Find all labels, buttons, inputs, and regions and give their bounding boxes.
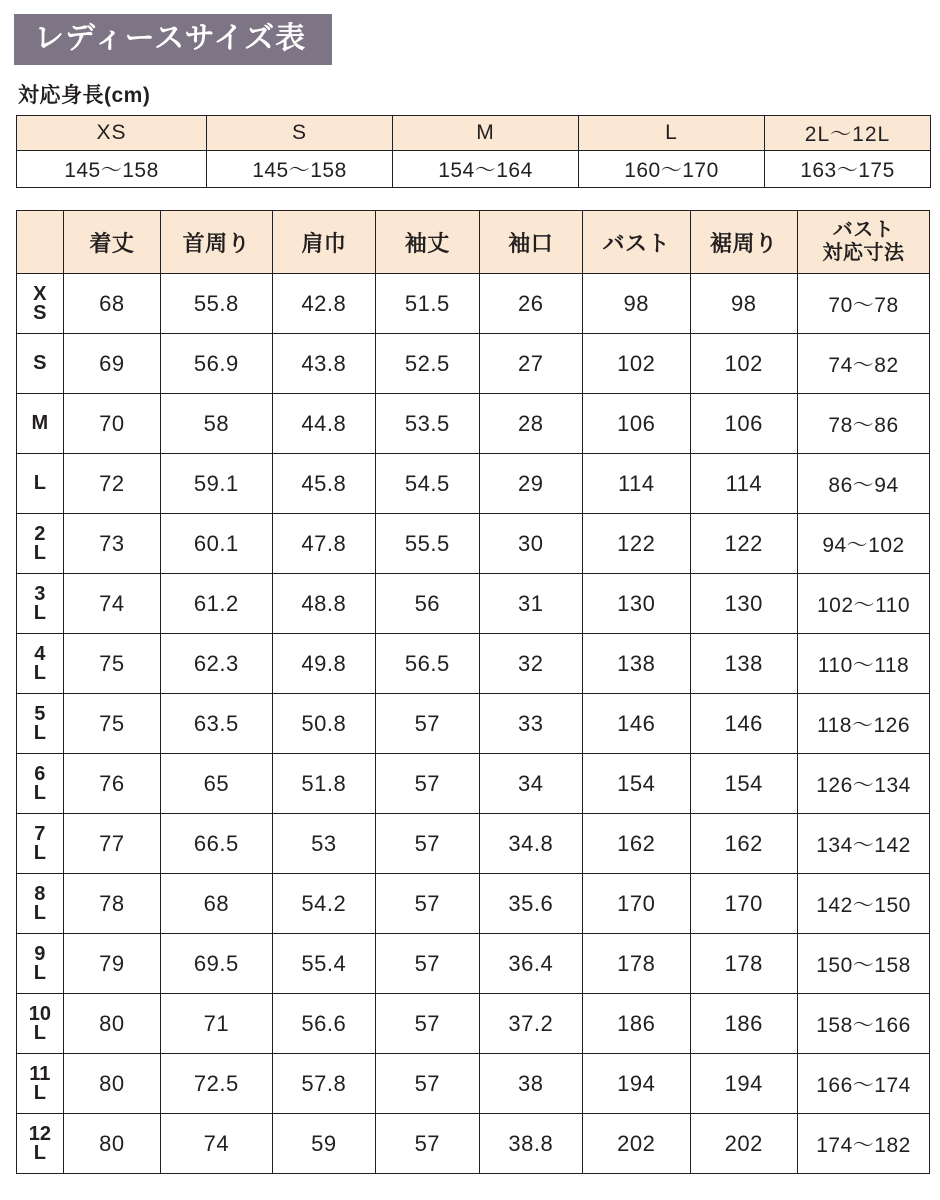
row-header-line1: 11 xyxy=(29,1062,51,1085)
col-header-katahaba: 肩巾 xyxy=(272,211,375,274)
row-header-line1: M xyxy=(31,412,49,434)
col-header-sodetake: 袖丈 xyxy=(376,211,479,274)
row-header-size xyxy=(17,754,64,814)
row-header-line1: X xyxy=(33,282,47,305)
cell-value: 122 xyxy=(583,514,691,574)
row-header-line1: 6 xyxy=(34,762,46,785)
height-size-l: L xyxy=(579,116,765,151)
row-header-size xyxy=(17,814,64,874)
cell-value: 76 xyxy=(63,754,160,814)
row-header-line2: L xyxy=(33,601,46,624)
row-header-line2: L xyxy=(33,781,46,804)
row-header-size xyxy=(17,394,64,454)
cell-value: 130 xyxy=(690,574,798,634)
cell-value: 59.1 xyxy=(161,454,273,514)
cell-value: 54.5 xyxy=(376,454,479,514)
cell-value: 45.8 xyxy=(272,454,375,514)
cell-value: 98 xyxy=(583,274,691,334)
table-row xyxy=(17,274,930,334)
row-header-size xyxy=(17,274,64,334)
cell-value: 47.8 xyxy=(272,514,375,574)
cell-value: 154 xyxy=(583,754,691,814)
row-header-size xyxy=(17,934,64,994)
cell-value: 162 xyxy=(583,814,691,874)
cell-value: 53.5 xyxy=(376,394,479,454)
cell-value: 38 xyxy=(479,1054,582,1114)
cell-value: 28 xyxy=(479,394,582,454)
cell-value: 55.4 xyxy=(272,934,375,994)
row-header-line2: L xyxy=(33,661,46,684)
cell-value: 57 xyxy=(376,1054,479,1114)
cell-value: 154 xyxy=(690,754,798,814)
table-row xyxy=(17,814,930,874)
cell-value: 194 xyxy=(690,1054,798,1114)
cell-value: 98 xyxy=(690,274,798,334)
cell-value: 57 xyxy=(376,874,479,934)
table-row xyxy=(17,754,930,814)
table-row xyxy=(17,394,930,454)
cell-value: 126〜134 xyxy=(798,754,930,814)
cell-value: 80 xyxy=(63,1054,160,1114)
cell-value: 71 xyxy=(161,994,273,1054)
cell-value: 72 xyxy=(63,454,160,514)
table-row xyxy=(17,634,930,694)
cell-value: 68 xyxy=(161,874,273,934)
cell-value: 30 xyxy=(479,514,582,574)
table-row xyxy=(17,574,930,634)
cell-value: 110〜118 xyxy=(798,634,930,694)
row-header-line1: 10 xyxy=(28,1002,51,1025)
cell-value: 70 xyxy=(63,394,160,454)
cell-value: 42.8 xyxy=(272,274,375,334)
height-table-header-row xyxy=(17,116,931,151)
height-size-s: S xyxy=(207,116,393,151)
cell-value: 102〜110 xyxy=(798,574,930,634)
height-size-xs: XS xyxy=(17,116,207,151)
row-header-line1: 2 xyxy=(34,522,46,545)
cell-value: 60.1 xyxy=(161,514,273,574)
cell-value: 55.8 xyxy=(161,274,273,334)
height-section-label: 対応身長(cm) xyxy=(18,84,151,107)
row-header-line2: L xyxy=(33,1141,46,1164)
cell-value: 106 xyxy=(690,394,798,454)
cell-value: 58 xyxy=(161,394,273,454)
row-header-size xyxy=(17,454,64,514)
cell-value: 62.3 xyxy=(161,634,273,694)
cell-value: 114 xyxy=(583,454,691,514)
cell-value: 33 xyxy=(479,694,582,754)
col-header-bust: バスト xyxy=(583,211,691,274)
col-header-kitake: 着丈 xyxy=(63,211,160,274)
cell-value: 35.6 xyxy=(479,874,582,934)
cell-value: 186 xyxy=(583,994,691,1054)
cell-value: 118〜126 xyxy=(798,694,930,754)
row-header-size xyxy=(17,874,64,934)
cell-value: 55.5 xyxy=(376,514,479,574)
col-header-susomawari: 裾周り xyxy=(690,211,798,274)
cell-value: 36.4 xyxy=(479,934,582,994)
table-row xyxy=(17,694,930,754)
row-header-line1: S xyxy=(33,352,47,374)
row-header-line1: 8 xyxy=(34,882,46,905)
cell-value: 57 xyxy=(376,994,479,1054)
cell-value: 74〜82 xyxy=(798,334,930,394)
cell-value: 56.5 xyxy=(376,634,479,694)
cell-value: 102 xyxy=(690,334,798,394)
row-header-line2: L xyxy=(33,541,46,564)
cell-value: 56.6 xyxy=(272,994,375,1054)
cell-value: 178 xyxy=(583,934,691,994)
cell-value: 57 xyxy=(376,1114,479,1174)
cell-value: 48.8 xyxy=(272,574,375,634)
table-row xyxy=(17,874,930,934)
cell-value: 146 xyxy=(690,694,798,754)
cell-value: 44.8 xyxy=(272,394,375,454)
height-range-xs: 145〜158 xyxy=(17,151,207,188)
col-header-bust-taiou-sunpou xyxy=(798,211,930,274)
col-header-sodeguchi: 袖口 xyxy=(479,211,582,274)
cell-value: 138 xyxy=(583,634,691,694)
cell-value: 56.9 xyxy=(161,334,273,394)
row-header-size xyxy=(17,994,64,1054)
cell-value: 26 xyxy=(479,274,582,334)
cell-value: 57 xyxy=(376,814,479,874)
cell-value: 77 xyxy=(63,814,160,874)
cell-value: 27 xyxy=(479,334,582,394)
page-title: レディースサイズ表 xyxy=(14,14,332,65)
cell-value: 69 xyxy=(63,334,160,394)
cell-value: 162 xyxy=(690,814,798,874)
row-header-size xyxy=(17,1054,64,1114)
cell-value: 63.5 xyxy=(161,694,273,754)
cell-value: 146 xyxy=(583,694,691,754)
cell-value: 194 xyxy=(583,1054,691,1114)
table-corner-cell xyxy=(17,211,64,274)
cell-value: 102 xyxy=(583,334,691,394)
cell-value: 69.5 xyxy=(161,934,273,994)
cell-value: 150〜158 xyxy=(798,934,930,994)
table-row xyxy=(17,1114,930,1174)
cell-value: 178 xyxy=(690,934,798,994)
cell-value: 78〜86 xyxy=(798,394,930,454)
row-header-line1: 12 xyxy=(28,1122,51,1145)
cell-value: 70〜78 xyxy=(798,274,930,334)
cell-value: 57.8 xyxy=(272,1054,375,1114)
cell-value: 61.2 xyxy=(161,574,273,634)
cell-value: 57 xyxy=(376,694,479,754)
cell-value: 34.8 xyxy=(479,814,582,874)
cell-value: 34 xyxy=(479,754,582,814)
table-row xyxy=(17,994,930,1054)
cell-value: 114 xyxy=(690,454,798,514)
col-header-bust-taiou-sunpou-line2: 対応寸法 xyxy=(822,242,905,264)
row-header-line1: 9 xyxy=(34,942,46,965)
row-header-size xyxy=(17,514,64,574)
row-header-line2: L xyxy=(33,841,46,864)
row-header-line2: L xyxy=(33,721,46,744)
cell-value: 170 xyxy=(583,874,691,934)
cell-value: 79 xyxy=(63,934,160,994)
cell-value: 57 xyxy=(376,754,479,814)
height-range-s: 145〜158 xyxy=(207,151,393,188)
cell-value: 130 xyxy=(583,574,691,634)
cell-value: 49.8 xyxy=(272,634,375,694)
height-size-2l-12l: 2L〜12L xyxy=(765,116,931,151)
table-row xyxy=(17,934,930,994)
height-range-m: 154〜164 xyxy=(393,151,579,188)
cell-value: 72.5 xyxy=(161,1054,273,1114)
cell-value: 66.5 xyxy=(161,814,273,874)
cell-value: 186 xyxy=(690,994,798,1054)
row-header-size xyxy=(17,694,64,754)
cell-value: 106 xyxy=(583,394,691,454)
cell-value: 52.5 xyxy=(376,334,479,394)
row-header-size xyxy=(17,574,64,634)
cell-value: 51.5 xyxy=(376,274,479,334)
row-header-line1: 3 xyxy=(34,582,46,605)
cell-value: 68 xyxy=(63,274,160,334)
row-header-line2: L xyxy=(33,1081,46,1104)
measurement-header-row xyxy=(17,211,930,274)
cell-value: 29 xyxy=(479,454,582,514)
cell-value: 158〜166 xyxy=(798,994,930,1054)
cell-value: 94〜102 xyxy=(798,514,930,574)
col-header-kubimawari: 首周り xyxy=(161,211,273,274)
cell-value: 202 xyxy=(583,1114,691,1174)
table-row xyxy=(17,514,930,574)
height-table-value-row xyxy=(17,151,931,188)
cell-value: 59 xyxy=(272,1114,375,1174)
cell-value: 57 xyxy=(376,934,479,994)
section-spacer xyxy=(14,188,928,210)
row-header-size xyxy=(17,634,64,694)
cell-value: 170 xyxy=(690,874,798,934)
cell-value: 75 xyxy=(63,694,160,754)
cell-value: 53 xyxy=(272,814,375,874)
row-header-line2: L xyxy=(33,901,46,924)
cell-value: 74 xyxy=(63,574,160,634)
table-row xyxy=(17,1054,930,1114)
cell-value: 78 xyxy=(63,874,160,934)
row-header-line1: 4 xyxy=(34,642,46,665)
cell-value: 166〜174 xyxy=(798,1054,930,1114)
row-header-line1: L xyxy=(33,472,46,494)
cell-value: 65 xyxy=(161,754,273,814)
height-range-2l-12l: 163〜175 xyxy=(765,151,931,188)
cell-value: 50.8 xyxy=(272,694,375,754)
cell-value: 73 xyxy=(63,514,160,574)
table-row xyxy=(17,454,930,514)
cell-value: 75 xyxy=(63,634,160,694)
row-header-line2: L xyxy=(33,961,46,984)
measurement-table xyxy=(16,210,930,1174)
cell-value: 202 xyxy=(690,1114,798,1174)
cell-value: 134〜142 xyxy=(798,814,930,874)
cell-value: 56 xyxy=(376,574,479,634)
cell-value: 38.8 xyxy=(479,1114,582,1174)
cell-value: 122 xyxy=(690,514,798,574)
cell-value: 43.8 xyxy=(272,334,375,394)
row-header-line2: S xyxy=(33,301,47,324)
cell-value: 138 xyxy=(690,634,798,694)
cell-value: 142〜150 xyxy=(798,874,930,934)
col-header-bust-taiou-sunpou-line1: バスト xyxy=(832,219,895,241)
cell-value: 74 xyxy=(161,1114,273,1174)
table-row xyxy=(17,334,930,394)
row-header-size xyxy=(17,334,64,394)
cell-value: 174〜182 xyxy=(798,1114,930,1174)
cell-value: 31 xyxy=(479,574,582,634)
cell-value: 80 xyxy=(63,1114,160,1174)
row-header-size xyxy=(17,1114,64,1174)
cell-value: 37.2 xyxy=(479,994,582,1054)
row-header-line1: 7 xyxy=(34,822,46,845)
height-table xyxy=(16,115,931,188)
height-range-l: 160〜170 xyxy=(579,151,765,188)
cell-value: 54.2 xyxy=(272,874,375,934)
cell-value: 32 xyxy=(479,634,582,694)
row-header-line1: 5 xyxy=(34,702,46,725)
cell-value: 86〜94 xyxy=(798,454,930,514)
cell-value: 51.8 xyxy=(272,754,375,814)
cell-value: 80 xyxy=(63,994,160,1054)
row-header-line2: L xyxy=(33,1021,46,1044)
height-size-m: M xyxy=(393,116,579,151)
